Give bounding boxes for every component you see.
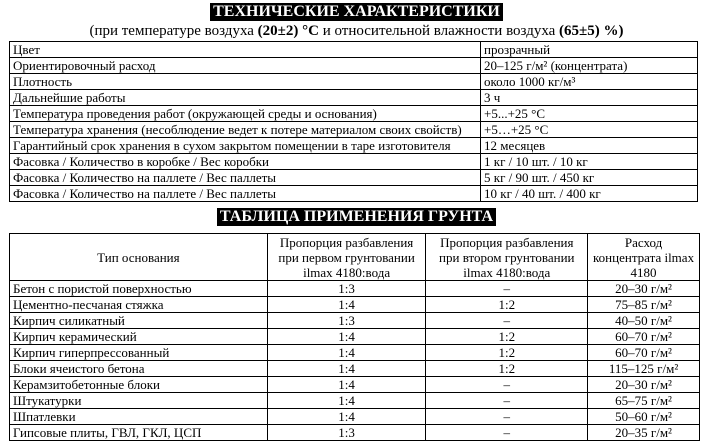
spec-value: прозрачный — [481, 42, 698, 58]
table-row — [10, 361, 700, 377]
table-row — [10, 297, 700, 313]
base-type-cell: Штукатурки — [10, 393, 268, 409]
second-priming-cell: 1:2 — [426, 345, 588, 361]
table-row — [10, 393, 700, 409]
application-header-row — [10, 234, 700, 281]
spec-label: Дальнейшие работы — [10, 90, 481, 106]
table-row — [10, 138, 698, 154]
consumption-cell: 60–70 г/м² — [588, 345, 700, 361]
subtitle-mid: и относительной влажности воздуха — [322, 23, 556, 39]
column-header-consumption: Расход концентрата ilmax 4180 — [588, 234, 700, 281]
specs-table-body — [10, 42, 698, 202]
base-type-cell: Цементно-песчаная стяжка — [10, 297, 268, 313]
first-priming-cell: 1:4 — [267, 409, 426, 425]
spec-value: около 1000 кг/м³ — [481, 74, 698, 90]
subtitle-post: ) — [618, 23, 624, 39]
second-priming-cell: – — [426, 377, 588, 393]
specs-table — [9, 41, 698, 202]
first-priming-cell: 1:4 — [267, 345, 426, 361]
column-header-first-priming: Пропорция разбавления при первом грунтовании ilmax 4180:вода — [267, 234, 426, 281]
consumption-cell: 75–85 г/м² — [588, 297, 700, 313]
spec-value: 1 кг / 10 шт. / 10 кг — [481, 154, 698, 170]
first-priming-cell: 1:4 — [267, 377, 426, 393]
table-row — [10, 313, 700, 329]
table-row — [10, 42, 698, 58]
table-row — [10, 74, 698, 90]
application-table — [9, 233, 700, 441]
consumption-cell: 65–75 г/м² — [588, 393, 700, 409]
spec-value: 12 месяцев — [481, 138, 698, 154]
spec-label: Фасовка / Количество на паллете / Вес паллеты — [10, 170, 481, 186]
table-row — [10, 106, 698, 122]
second-priming-cell: 1:2 — [426, 297, 588, 313]
consumption-cell: 40–50 г/м² — [588, 313, 700, 329]
spec-label: Ориентировочный расход — [10, 58, 481, 74]
table-row — [10, 122, 698, 138]
table-row — [10, 377, 700, 393]
application-title — [0, 208, 713, 226]
column-header-base: Тип основания — [10, 234, 268, 281]
second-priming-cell: – — [426, 425, 588, 441]
consumption-cell: 50–60 г/м² — [588, 409, 700, 425]
table-row — [10, 409, 700, 425]
subtitle-temperature: (20±2) °C — [257, 23, 319, 39]
second-priming-cell: – — [426, 393, 588, 409]
spec-label: Плотность — [10, 74, 481, 90]
consumption-cell: 20–35 г/м² — [588, 425, 700, 441]
base-type-cell: Шпатлевки — [10, 409, 268, 425]
spec-label: Фасовка / Количество в коробке / Вес коробки — [10, 154, 481, 170]
base-type-cell: Кирпич гиперпрессованный — [10, 345, 268, 361]
base-type-cell: Кирпич керамический — [10, 329, 268, 345]
column-header-second-priming: Пропорция разбавления при втором грунтовании ilmax 4180:вода — [426, 234, 588, 281]
first-priming-cell: 1:3 — [267, 425, 426, 441]
table-row — [10, 281, 700, 297]
table-row — [10, 345, 700, 361]
base-type-cell: Керамзитобетонные блоки — [10, 377, 268, 393]
application-title-text: ТАБЛИЦА ПРИМЕНЕНИЯ ГРУНТА — [217, 208, 496, 226]
spec-label: Температура хранения (несоблюдение ведет к потере материалом своих свойств) — [10, 122, 481, 138]
spec-value: +5...+25 °C — [481, 106, 698, 122]
specs-title-text: ТЕХНИЧЕСКИЕ ХАРАКТЕРИСТИКИ — [210, 3, 503, 21]
first-priming-cell: 1:4 — [267, 297, 426, 313]
first-priming-cell: 1:4 — [267, 393, 426, 409]
spec-label: Температура проведения работ (окружающей среды и основания) — [10, 106, 481, 122]
table-row — [10, 170, 698, 186]
consumption-cell: 20–30 г/м² — [588, 281, 700, 297]
subtitle-humidity: (65±5) % — [559, 23, 619, 39]
second-priming-cell: 1:2 — [426, 361, 588, 377]
second-priming-cell: – — [426, 409, 588, 425]
base-type-cell: Бетон с пористой поверхностью — [10, 281, 268, 297]
application-table-body — [10, 281, 700, 441]
second-priming-cell: – — [426, 313, 588, 329]
table-row — [10, 425, 700, 441]
spec-value: 5 кг / 90 шт. / 450 кг — [481, 170, 698, 186]
base-type-cell: Гипсовые плиты, ГВЛ, ГКЛ, ЦСП — [10, 425, 268, 441]
spec-label: Фасовка / Количество на паллете / Вес паллеты — [10, 186, 481, 202]
table-row — [10, 186, 698, 202]
spec-value: +5…+25 °C — [481, 122, 698, 138]
table-row — [10, 154, 698, 170]
specs-subtitle — [0, 22, 713, 40]
second-priming-cell: – — [426, 281, 588, 297]
subtitle-pre: (при температуре воздуха — [89, 23, 254, 39]
base-type-cell: Блоки ячеистого бетона — [10, 361, 268, 377]
consumption-cell: 60–70 г/м² — [588, 329, 700, 345]
second-priming-cell: 1:2 — [426, 329, 588, 345]
table-row — [10, 90, 698, 106]
spec-value: 20–125 г/м² (концентрата) — [481, 58, 698, 74]
consumption-cell: 115–125 г/м² — [588, 361, 700, 377]
first-priming-cell: 1:3 — [267, 313, 426, 329]
table-row — [10, 58, 698, 74]
first-priming-cell: 1:4 — [267, 329, 426, 345]
table-row — [10, 329, 700, 345]
spec-value: 10 кг / 40 шт. / 400 кг — [481, 186, 698, 202]
base-type-cell: Кирпич силикатный — [10, 313, 268, 329]
spec-label: Гарантийный срок хранения в сухом закрытом помещении в таре изготовителя — [10, 138, 481, 154]
first-priming-cell: 1:4 — [267, 361, 426, 377]
consumption-cell: 20–30 г/м² — [588, 377, 700, 393]
specs-title — [0, 3, 713, 23]
spec-label: Цвет — [10, 42, 481, 58]
spec-value: 3 ч — [481, 90, 698, 106]
first-priming-cell: 1:3 — [267, 281, 426, 297]
